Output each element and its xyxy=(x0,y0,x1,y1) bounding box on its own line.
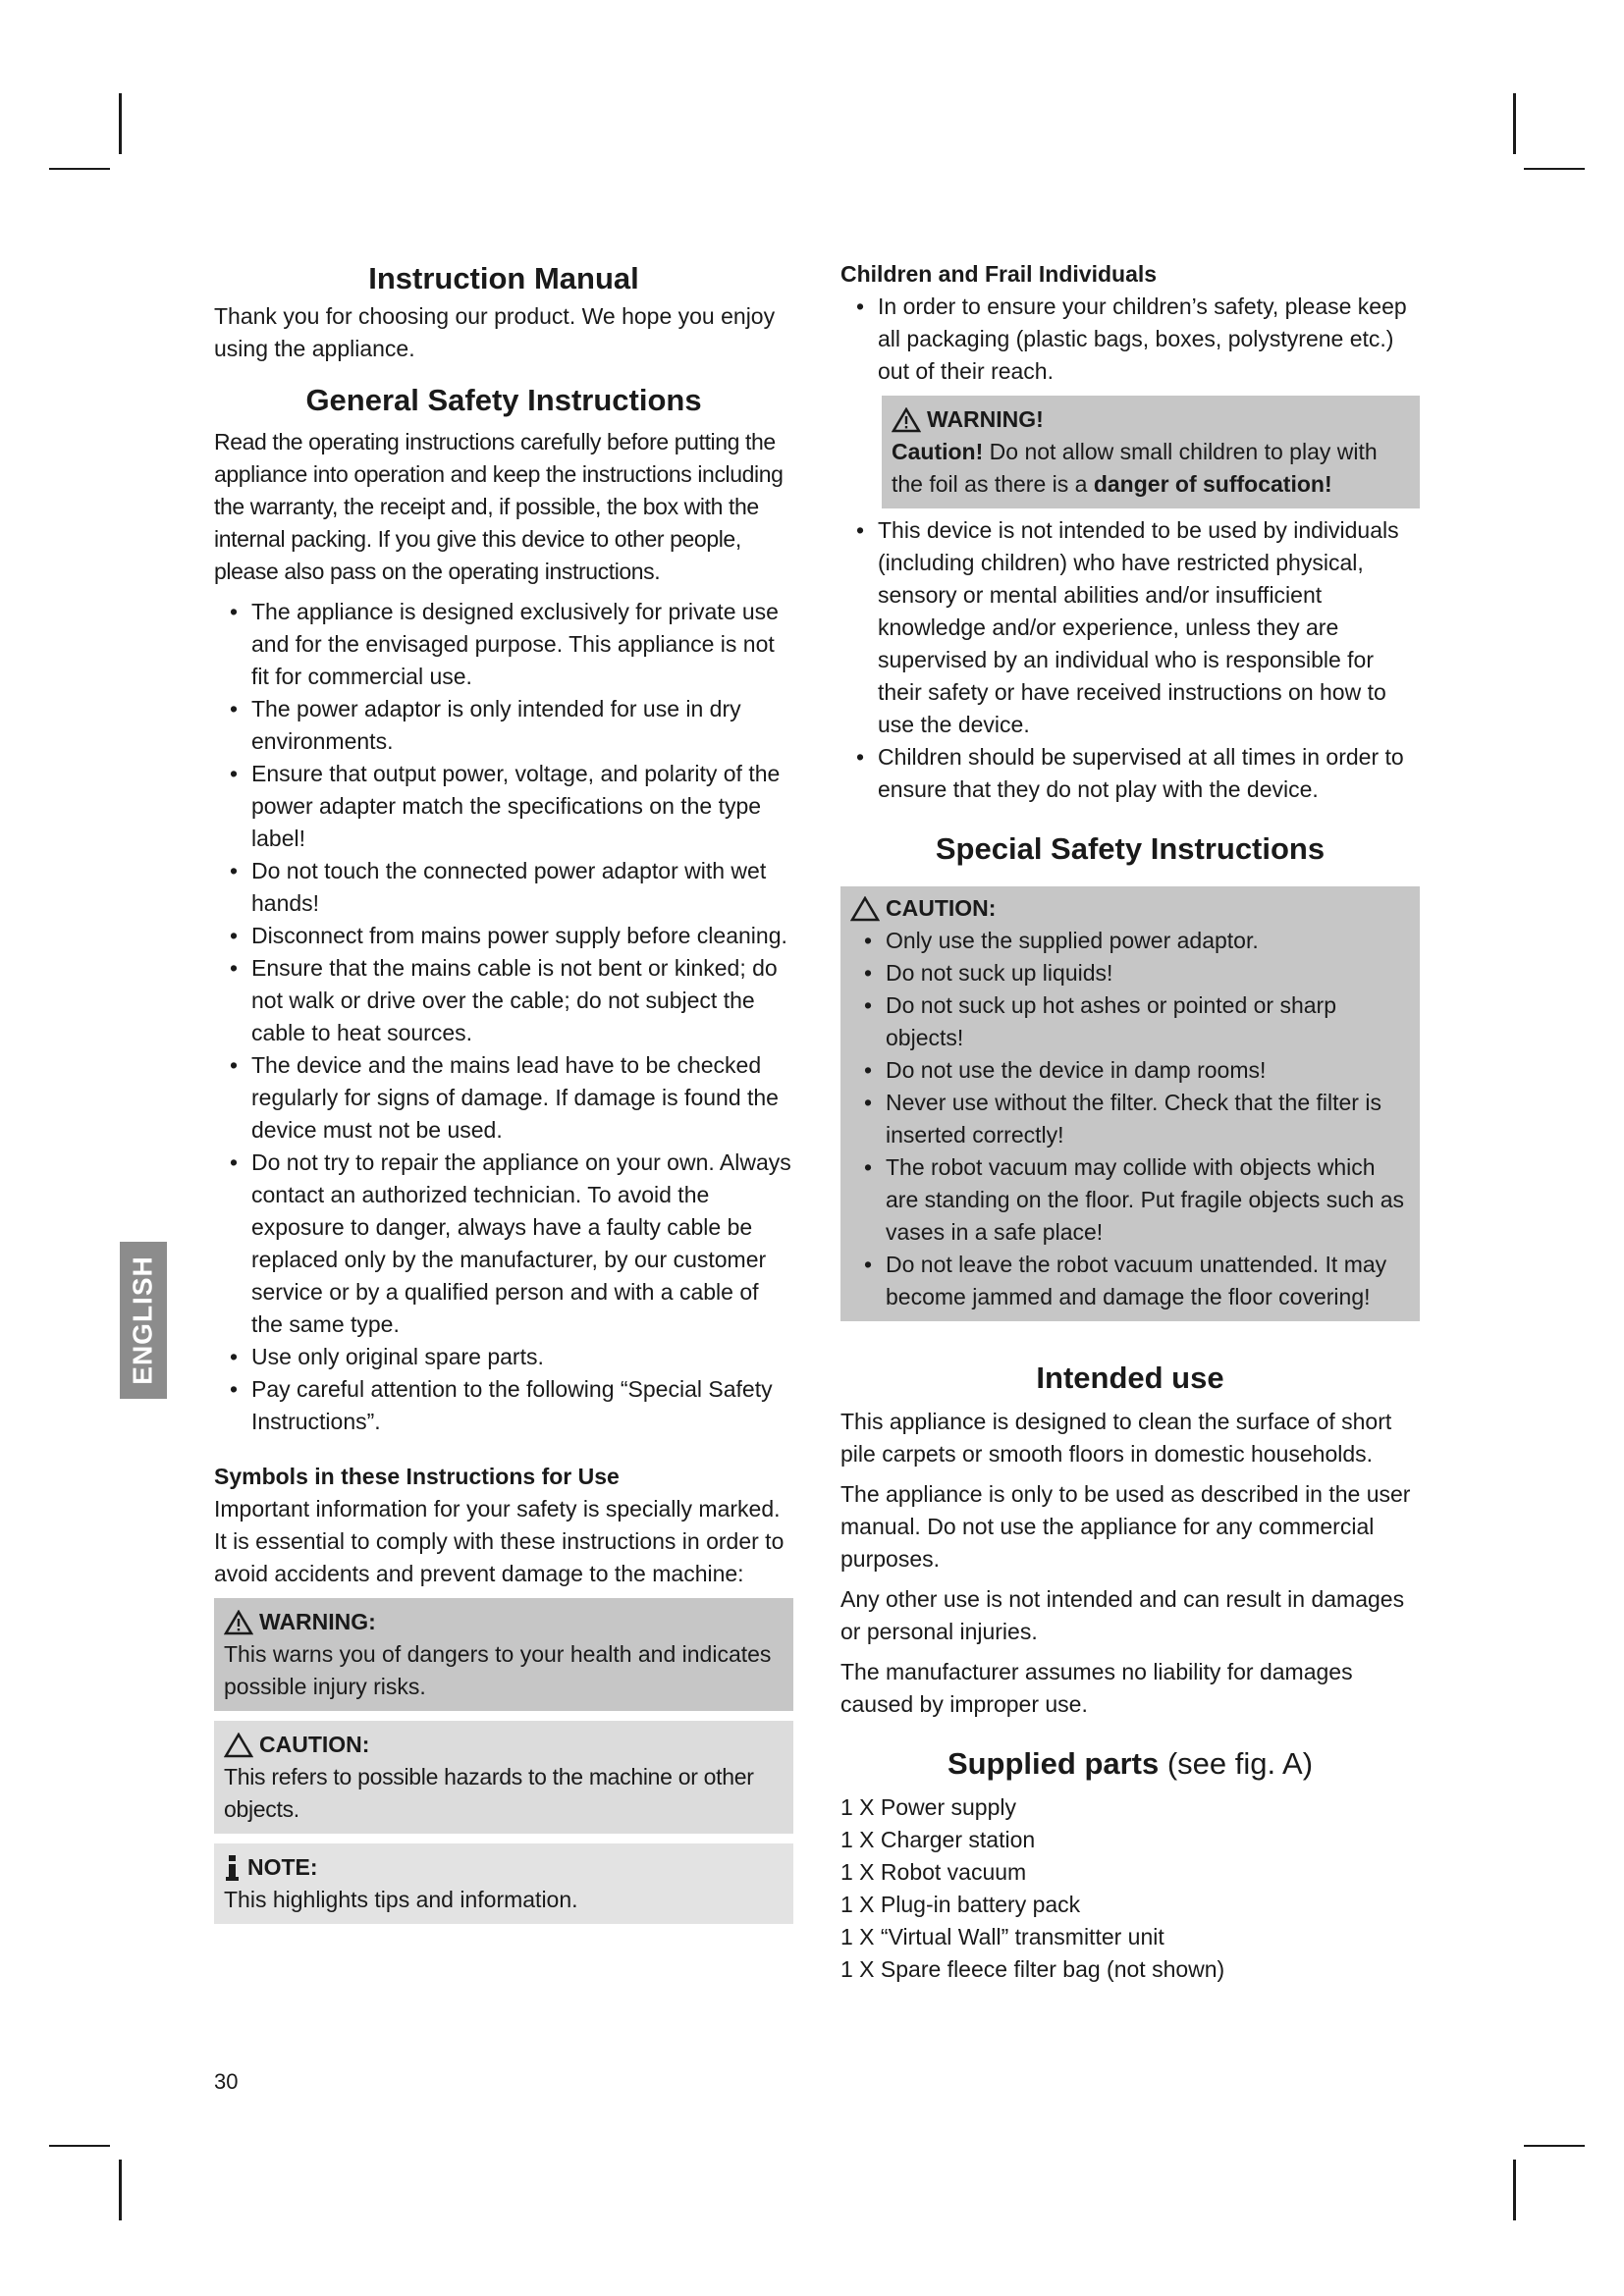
warning-triangle-icon xyxy=(892,407,921,433)
intended-paragraph: The manufacturer assumes no liability for damages caused by improper use. xyxy=(840,1659,1353,1717)
children-heading: Children and Frail Individuals xyxy=(840,261,1158,287)
note-box xyxy=(214,1843,793,1924)
warning-emphasis: danger of suffocation! xyxy=(1093,471,1332,497)
warning-body: Do not allow small children to play with the foil as there is a xyxy=(892,439,1378,497)
list-item: 1 X “Virtual Wall” transmitter unit xyxy=(840,1924,1164,1949)
intended-use-heading: Intended use xyxy=(1036,1361,1224,1395)
list-item: 1 X Plug-in battery pack xyxy=(840,1892,1081,1917)
warning-text: This warns you of dangers to your health and indicates possible injury risks. xyxy=(224,1641,772,1699)
list-item: • Ensure that the mains cable is not bent or kinked; do not walk or drive over the cable; do not subject the cable to heat sources. xyxy=(214,952,793,1049)
crop-mark xyxy=(119,93,122,154)
general-safety-list xyxy=(214,596,793,1438)
left-column xyxy=(214,257,793,1924)
crop-mark xyxy=(1524,168,1585,170)
intended-paragraph: The appliance is only to be used as described in the user manual. Do not use the appliance for any commercial purposes. xyxy=(840,1481,1411,1572)
supplied-parts-title: Supplied parts xyxy=(947,1746,1160,1781)
intro-paragraph: Thank you for choosing our product. We hope you enjoy using the appliance. xyxy=(214,303,776,361)
list-item: • Pay careful attention to the following “Special Safety Instructions”. xyxy=(214,1373,793,1438)
page-number: 30 xyxy=(214,2069,239,2094)
caution-list xyxy=(850,925,1410,1313)
warning-title: WARNING! xyxy=(927,406,1044,432)
list-item: • The robot vacuum may collide with objects which are standing on the floor. Put fragile objects such as vases in a safe place! xyxy=(850,1151,1410,1249)
list-item: • This device is not intended to be used by individuals (including children) who have restricted physical, sensory or mental abilities and/or insufficient knowledge and/or experience, unless they are supervised by an individual who is responsible for their safety or have received instructions on how to use the device. xyxy=(840,514,1420,741)
caution-title: CAUTION: xyxy=(886,895,997,921)
intended-paragraph: Any other use is not intended and can result in damages or personal injuries. xyxy=(840,1586,1405,1644)
warning-text xyxy=(892,436,1410,501)
list-item: • The device and the mains lead have to be checked regularly for signs of damage. If damage is found the device must not be used. xyxy=(214,1049,793,1147)
language-label: ENGLISH xyxy=(128,1255,158,1385)
caution-text: This refers to possible hazards to the machine or other objects. xyxy=(224,1764,754,1822)
caution-title: CAUTION: xyxy=(259,1732,370,1757)
warning-title: WARNING: xyxy=(259,1609,376,1634)
list-item: • Do not suck up liquids! xyxy=(850,957,1410,989)
symbols-intro-paragraph: Important information for your safety is specially marked. It is essential to comply with these instructions in order to avoid accidents and prevent damage to the machine: xyxy=(214,1496,785,1586)
symbols-heading: Symbols in these Instructions for Use xyxy=(214,1464,620,1489)
right-column xyxy=(840,257,1420,1986)
children-list-continued xyxy=(840,514,1420,806)
supplied-parts-heading xyxy=(840,1742,1420,1786)
list-item: • Do not use the device in damp rooms! xyxy=(850,1054,1410,1087)
note-text: This highlights tips and information. xyxy=(224,1887,578,1912)
list-item: 1 X Spare fleece filter bag (not shown) xyxy=(840,1956,1225,1982)
manual-title: Instruction Manual xyxy=(368,261,639,295)
list-item: • Do not try to repair the appliance on your own. Always contact an authorized technician. To avoid the exposure to danger, always have a faulty cable be replaced only by the manufacturer, by our customer service or by a qualified person and with a cable of the same type. xyxy=(214,1147,793,1341)
crop-mark xyxy=(49,168,110,170)
language-side-tab xyxy=(120,1242,167,1399)
crop-mark xyxy=(1513,2160,1516,2220)
list-item: • The power adaptor is only intended for use in dry environments. xyxy=(214,693,793,758)
caution-label: Caution! xyxy=(892,439,984,464)
list-item: • In order to ensure your children’s safety, please keep all packaging (plastic bags, boxes, polystyrene etc.) out of their reach. xyxy=(840,291,1420,388)
list-item: • Ensure that output power, voltage, and polarity of the power adapter match the specifications on the type label! xyxy=(214,758,793,855)
children-list xyxy=(840,291,1420,388)
warning-box xyxy=(214,1598,793,1711)
list-item: • Disconnect from mains power supply before cleaning. xyxy=(214,920,793,952)
crop-mark xyxy=(49,2145,110,2147)
crop-mark xyxy=(119,2160,122,2220)
list-item: • Only use the supplied power adaptor. xyxy=(850,925,1410,957)
list-item: 1 X Robot vacuum xyxy=(840,1859,1027,1885)
crop-mark xyxy=(1513,93,1516,154)
intended-paragraph: This appliance is designed to clean the surface of short pile carpets or smooth floors in domestic households. xyxy=(840,1409,1392,1467)
caution-box xyxy=(214,1721,793,1834)
caution-box xyxy=(840,886,1420,1321)
note-title: NOTE: xyxy=(247,1854,318,1880)
caution-triangle-icon xyxy=(224,1733,253,1758)
special-safety-heading: Special Safety Instructions xyxy=(935,831,1326,866)
list-item: • Do not touch the connected power adaptor with wet hands! xyxy=(214,855,793,920)
list-item: • Never use without the filter. Check that the filter is inserted correctly! xyxy=(850,1087,1410,1151)
list-item: 1 X Power supply xyxy=(840,1794,1016,1820)
warning-triangle-icon xyxy=(224,1610,253,1635)
list-item: • Use only original spare parts. xyxy=(214,1341,793,1373)
list-item: • Do not leave the robot vacuum unattended. It may become jammed and damage the floor covering! xyxy=(850,1249,1410,1313)
supplied-parts-suffix: (see fig. A) xyxy=(1159,1746,1314,1781)
crop-mark xyxy=(1524,2145,1585,2147)
info-icon xyxy=(224,1854,242,1882)
list-item: 1 X Charger station xyxy=(840,1827,1036,1852)
list-item: • Do not suck up hot ashes or pointed or sharp objects! xyxy=(850,989,1410,1054)
general-safety-heading: General Safety Instructions xyxy=(305,383,702,417)
warning-box xyxy=(882,396,1420,508)
caution-triangle-icon xyxy=(850,896,880,922)
safety-intro-paragraph: Read the operating instructions carefully before putting the appliance into operation and keep the instructions including the warranty, the receipt and, if possible, the box with the internal packing. If you give this device to other people, please also pass on the operating instructions. xyxy=(214,429,784,584)
supplied-parts-list xyxy=(840,1791,1420,1986)
list-item: • The appliance is designed exclusively for private use and for the envisaged purpose. This appliance is not fit for commercial use. xyxy=(214,596,793,693)
list-item: • Children should be supervised at all times in order to ensure that they do not play with the device. xyxy=(840,741,1420,806)
